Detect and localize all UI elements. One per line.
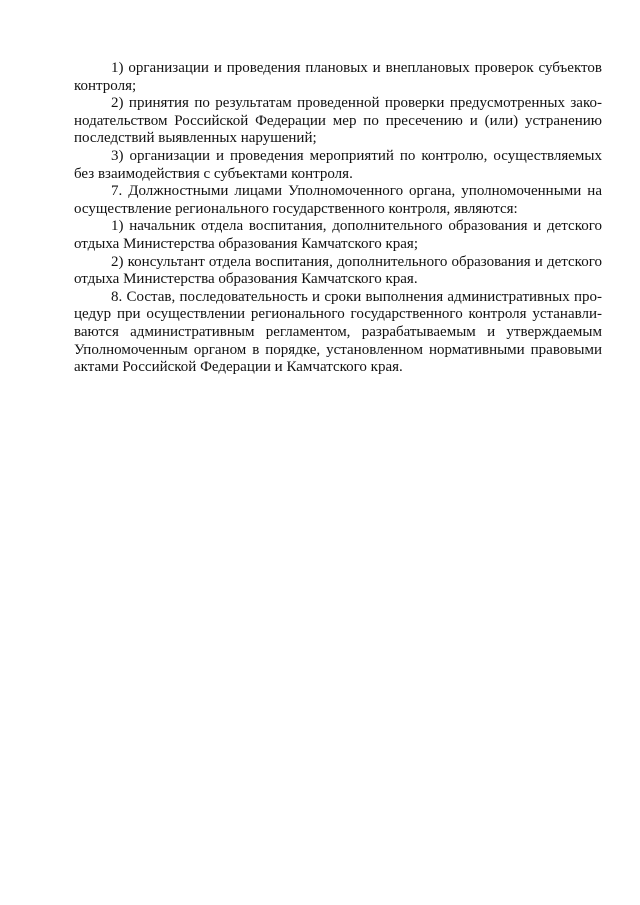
paragraph-item-3-control-events: 3) организации и проведения мероприятий по контролю, осуществляемых без взаимодействия с субъектами контроля. <box>74 147 602 182</box>
paragraph-clause-8-procedures: 8. Состав, последовательность и сроки выполнения административных процедур при осуществлении регионального государственного контроля устанавливаются административным регламентом, разрабатываемым и утверждаемым Уполномоченным органом в порядке, установленном нормативными правовыми актами Российской Федерации и Камчатского края. <box>74 288 602 376</box>
paragraph-clause-7-officials: 7. Должностными лицами Уполномоченного органа, уполномоченными на осуществление регионального государственного контроля, являются: <box>74 183 602 217</box>
paragraph-item-2-measures: 2) принятия по результатам проведенной проверки предусмотренных законодательством Российской Федерации мер по пресечению и (или) устранению последствий выявленных нарушений; <box>74 95 602 147</box>
document-body <box>74 60 602 377</box>
paragraph-item-1-inspections: 1) организации и проведения плановых и внеплановых проверок субъектов контроля; <box>74 60 602 94</box>
paragraph-official-1-head: 1) начальник отдела воспитания, дополнительного образования и детского отдыха Министерства образования Камчатского края; <box>74 218 602 252</box>
paragraph-official-2-consultant: 2) консультант отдела воспитания, дополнительного образования и детского отдыха Министерства образования Камчатского края. <box>74 253 602 288</box>
